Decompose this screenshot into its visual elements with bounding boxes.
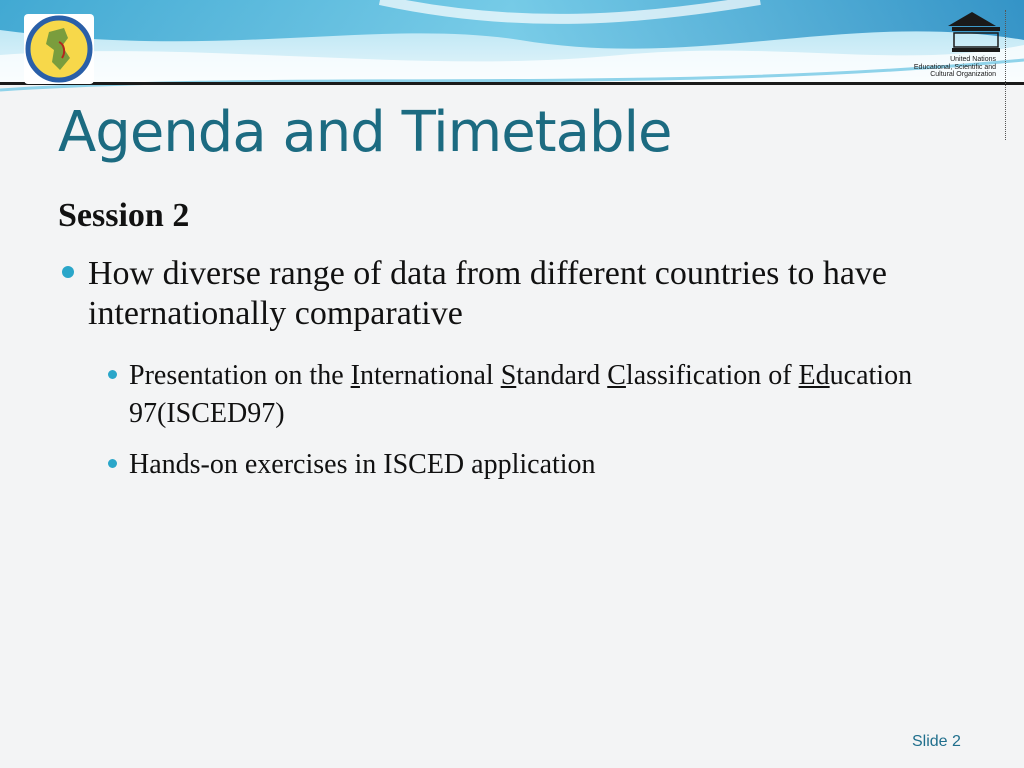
unesco-temple-icon <box>912 8 1012 58</box>
sub-bullet-icon <box>108 459 117 468</box>
unesco-line-2: Educational, Scientific and <box>913 63 996 71</box>
session-heading: Session 2 <box>58 197 190 234</box>
bullet-icon <box>62 266 74 278</box>
main-bullet-text: How diverse range of data from different countries to have internationally comparative <box>88 255 888 332</box>
sub-bullet-text: Presentation on the International Standard Classification of Education 97(ISCED97) <box>129 360 913 429</box>
unesco-line-1: United Nations <box>950 56 996 63</box>
sub-bullet-hands-on <box>108 446 988 484</box>
sub-bullet-icon <box>108 370 117 379</box>
dotted-divider <box>1005 10 1008 140</box>
sub-bullet-text: Hands-on exercises in ISCED application <box>129 449 596 480</box>
sub-bullet-isced-presentation <box>108 357 988 433</box>
slide-title: Agenda and Timetable <box>58 100 672 165</box>
mekong-institute-logo <box>24 14 94 84</box>
unesco-line-3: Cultural Organization <box>930 71 996 78</box>
main-bullet <box>62 254 962 334</box>
slide-number: Slide 2 <box>912 733 961 750</box>
unesco-caption <box>886 56 996 79</box>
